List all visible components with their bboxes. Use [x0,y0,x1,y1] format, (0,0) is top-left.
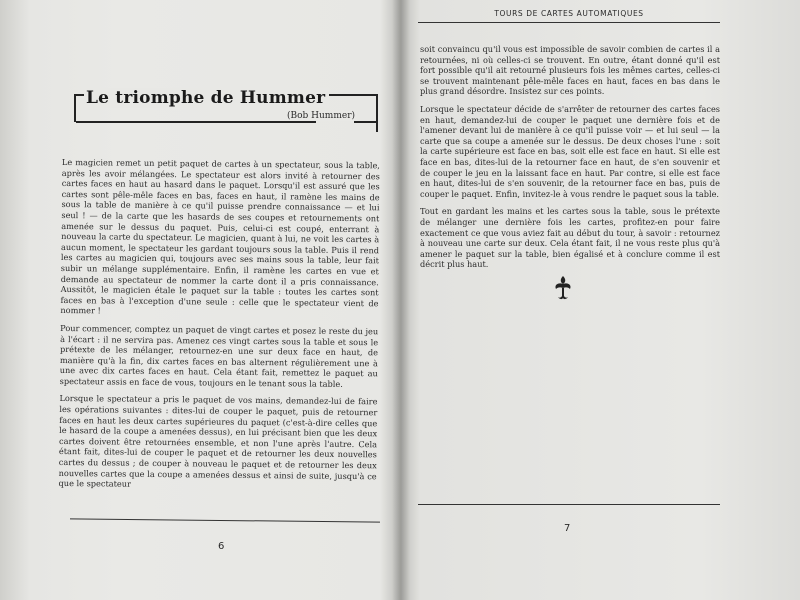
title-rule [76,121,316,123]
fleuron-ornament-icon [552,274,574,300]
chapter-author: (Bob Hummer) [287,111,356,121]
paragraph: Lorsque le spectateur décide de s'arrêter de retourner des cartes faces en haut, demandez-lui de couper le paquet une dernière fois et de l'amener devant lui de manière à ce qu'il puisse voir — et lui seul — la carte que sa coupe a amenée sur le dessus. De deux choses l'une : soit la carte supérieure est face en bas, soit elle est face en haut. Si elle est face en bas, dites-lui de la retourner face en haut, de s'en souvenir et de couper le jeu en la laissant face en haut. Par contre, si elle est face en haut, dites-lui de s'en souvenir, de la retourner face en bas, puis de couper le paquet. Enfin, invitez-le à vous rendre le paquet sous la table. [420,103,720,199]
footer-rule [418,504,720,505]
paragraph: Pour commencer, comptez un paquet de vingt cartes et posez le reste du jeu à l'écart : il ne servira pas. Amenez ces vingt cartes sous la table et sous le prétexte de les mélanger, retournez-en une sur deux face en haut, de manière qu'à la fin, dix cartes faces en bas alternent régulièrement une à une avec dix cartes faces en haut. Cela étant fait, remettez le paquet au spectateur assis en face de vous, toujours en le tenant sous la table. [59,322,379,389]
page-number: 7 [564,523,571,534]
running-head: TOURS DE CARTES AUTOMATIQUES [494,9,644,18]
page-number: 6 [218,541,225,552]
paragraph: Tout en gardant les mains et les cartes sous la table, sous le prétexte de mélanger une dernière fois les cartes, profitez-en pour faire exactement ce que vous aviez fait au début du tour, à savoir : retournez à nouveau une carte sur deux. Cela étant fait, il ne vous reste plus qu'à amener le paquet sur la table, bien égalisé et à conclure comme il est décrit plus haut. [420,206,720,270]
paragraph: Lorsque le spectateur a pris le paquet de vos mains, demandez-lui de faire les opérations suivantes : dites-lui de couper le paquet, puis de retourner faces en haut les deux cartes supérieures du paquet (c'est-à-dire celles que le hasard de la coupe a amenées dessus), en lui précisant bien que les deux cartes doivent être retournées ensemble, et non l'une après l'autre. Cela étant fait, dites-lui de couper le paquet et de retourner les deux nouvelles cartes du dessus ; de couper à nouveau le paquet et de retourner les deux nouvelles cartes que la coupe a amenées dessus et ainsi de suite, jusqu'à ce que le spectateur [58,393,378,489]
right-page [400,0,800,600]
left-page-body [58,157,380,499]
chapter-title: Le triomphe de Hummer [84,88,329,108]
paragraph: Le magicien remet un petit paquet de cartes à un spectateur, sous la table, après les avoir mélangées. Le spectateur est alors invité à retourner des cartes faces en haut au hasard dans le paquet. Lorsqu'il est assuré que les cartes sont pêle-mêle faces en bas, faces en haut, il ramène les mains de sous la table de manière à ce qu'il puisse prendre connaissance — et lui seul ! — de la carte que les hasards de ses coupes et retournements ont amenée sur le dessus du paquet. Puis, celui-ci est coupé, enterrant à nouveau la carte du spectateur. Le magicien, quant à lui, ne voit les cartes à aucun moment, le spectateur les gardant toujours sous la table. Puis il rend les cartes au magicien qui, toujours avec ses mains sous la table, leur fait subir un mélange supplémentaire. Enfin, il ramène les cartes en vue et demande au spectateur de nommer la carte dont il a pris connaissance. Aussitôt, le magicien étale le paquet sur la table : toutes les cartes sont faces en bas à l'exception d'une seule : celle que le spectateur vient de nommer ! [60,157,380,316]
paragraph: soit convaincu qu'il vous est impossible de savoir combien de cartes il a retournées, ni où celles-ci se trouvent. En outre, étant donné qu'il est fort possible qu'il ait retourné plusieurs fois les mêmes cartes, celles-ci se trouvent maintenant pêle-mêle faces en haut, faces en bas dans le plus grand désordre. Insistez sur ces points. [420,44,720,97]
footer-rule [70,518,380,522]
title-rule-end [354,121,376,123]
header-rule [418,22,720,23]
right-page-body [420,44,720,277]
